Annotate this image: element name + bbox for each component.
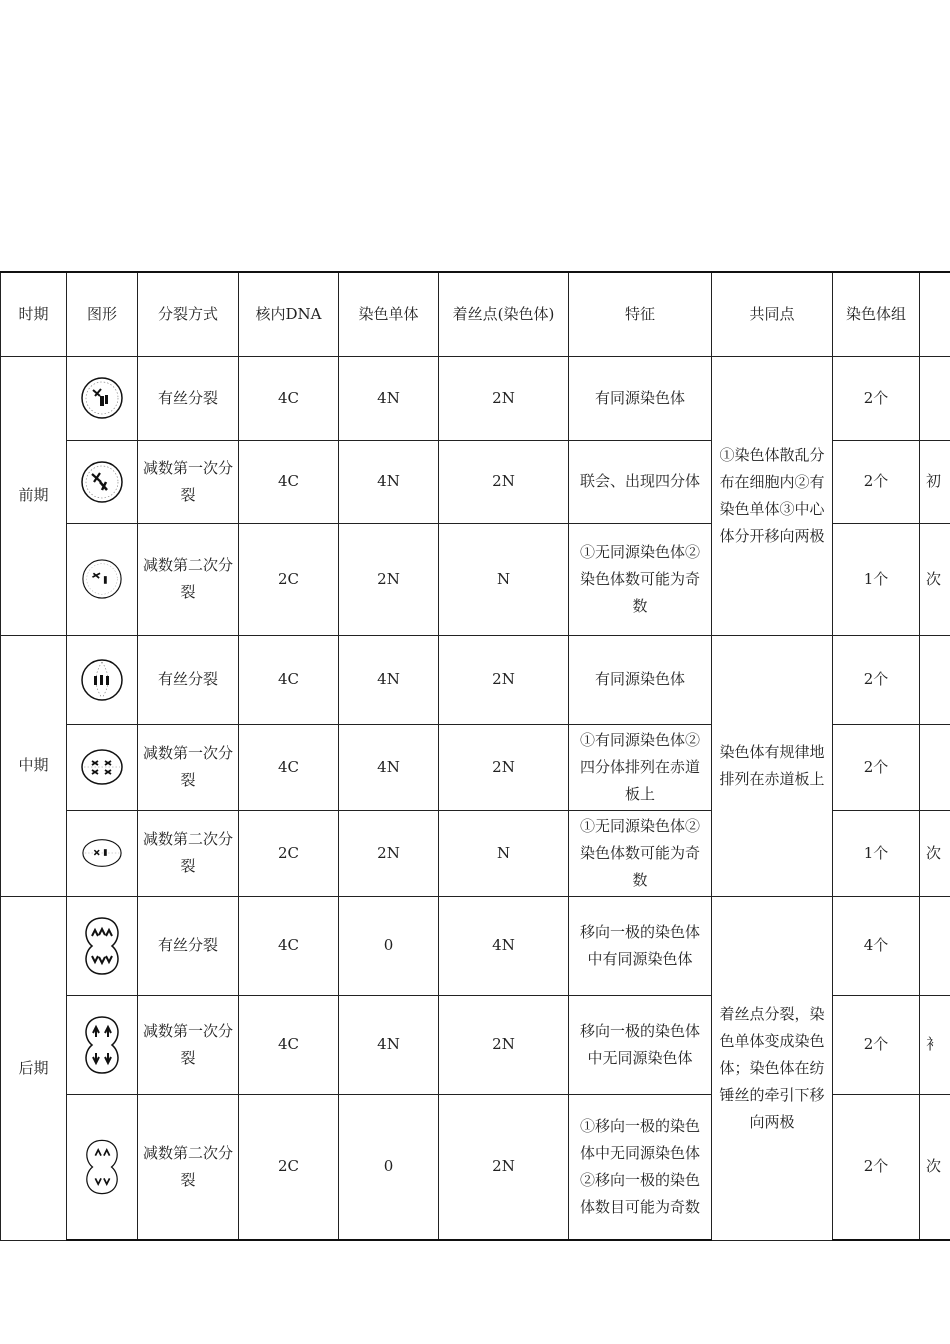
division-mode: 减数第二次分裂 [138, 523, 239, 635]
nuclear-dna: 4C [239, 440, 339, 523]
centromere-count: N [439, 523, 569, 635]
chromatid-count: 0 [339, 1094, 439, 1240]
extra-note: 衤 [920, 995, 950, 1094]
table-row [1, 635, 950, 724]
header-centromere: 着丝点(染色体) [439, 272, 569, 356]
division-mode: 减数第一次分裂 [138, 995, 239, 1094]
centromere-count: 2N [439, 440, 569, 523]
stage-prophase: 前期 [1, 356, 67, 635]
common-prophase: ①染色体散乱分布在细胞内②有染色单体③中心体分开移向两极 [712, 356, 833, 635]
header-common: 共同点 [712, 272, 833, 356]
header-chromosome-sets: 染色体组 [833, 272, 920, 356]
chromatid-count: 0 [339, 896, 439, 995]
figure-cell [67, 724, 138, 810]
nuclear-dna: 4C [239, 724, 339, 810]
nuclear-dna: 4C [239, 356, 339, 440]
header-stage: 时期 [1, 272, 67, 356]
division-mode: 减数第二次分裂 [138, 1094, 239, 1240]
centromere-count: N [439, 810, 569, 896]
header-figure: 图形 [67, 272, 138, 356]
extra-note [920, 635, 950, 724]
cell-anaphase-mitosis-icon [82, 916, 122, 976]
centromere-count: 2N [439, 635, 569, 724]
cell-metaphase-meiosis1-icon [80, 748, 124, 786]
division-mode: 减数第一次分裂 [138, 440, 239, 523]
chromosome-sets: 1个 [833, 810, 920, 896]
division-mode: 有丝分裂 [138, 635, 239, 724]
division-mode: 有丝分裂 [138, 356, 239, 440]
feature: 移向一极的染色体中有同源染色体 [569, 896, 712, 995]
cell-division-table [0, 271, 950, 1241]
extra-note [920, 724, 950, 810]
table-row [1, 896, 950, 995]
extra-note [920, 896, 950, 995]
centromere-count: 2N [439, 356, 569, 440]
feature: 联会、出现四分体 [569, 440, 712, 523]
feature: 有同源染色体 [569, 356, 712, 440]
feature: ①无同源染色体②染色体数可能为奇数 [569, 810, 712, 896]
chromatid-count: 2N [339, 810, 439, 896]
nuclear-dna: 4C [239, 635, 339, 724]
feature: 移向一极的染色体中无同源染色体 [569, 995, 712, 1094]
common-anaphase: 着丝点分裂，染色单体变成染色体；染色体在纺锤丝的牵引下移向两极 [712, 896, 833, 1240]
stage-anaphase: 后期 [1, 896, 67, 1240]
nuclear-dna: 2C [239, 810, 339, 896]
centromere-count: 2N [439, 724, 569, 810]
chromatid-count: 4N [339, 440, 439, 523]
figure-cell [67, 440, 138, 523]
nuclear-dna: 4C [239, 896, 339, 995]
extra-note: 次 [920, 810, 950, 896]
header-feature: 特征 [569, 272, 712, 356]
nuclear-dna: 4C [239, 995, 339, 1094]
feature: 有同源染色体 [569, 635, 712, 724]
centromere-count: 4N [439, 896, 569, 995]
header-nuclear-dna: 核内DNA [239, 272, 339, 356]
stage-metaphase: 中期 [1, 635, 67, 896]
header-chromatid: 染色单体 [339, 272, 439, 356]
chromatid-count: 4N [339, 356, 439, 440]
extra-note: 初 [920, 440, 950, 523]
chromosome-sets: 1个 [833, 523, 920, 635]
centromere-count: 2N [439, 995, 569, 1094]
chromosome-sets: 2个 [833, 440, 920, 523]
feature: ①有同源染色体②四分体排列在赤道板上 [569, 724, 712, 810]
chromosome-sets: 4个 [833, 896, 920, 995]
cell-prophase-meiosis2-icon [81, 558, 123, 600]
header-division-mode: 分裂方式 [138, 272, 239, 356]
figure-cell [67, 995, 138, 1094]
feature: ①移向一极的染色体中无同源染色体②移向一极的染色体数目可能为奇数 [569, 1094, 712, 1240]
nuclear-dna: 2C [239, 523, 339, 635]
figure-cell [67, 810, 138, 896]
chromatid-count: 2N [339, 523, 439, 635]
division-mode: 有丝分裂 [138, 896, 239, 995]
cell-metaphase-mitosis-icon [80, 658, 124, 702]
feature: ①无同源染色体②染色体数可能为奇数 [569, 523, 712, 635]
chromosome-sets: 2个 [833, 1094, 920, 1240]
nuclear-dna: 2C [239, 1094, 339, 1240]
header-extra [920, 272, 950, 356]
chromosome-sets: 2个 [833, 356, 920, 440]
chromatid-count: 4N [339, 995, 439, 1094]
extra-note: 次 [920, 1094, 950, 1240]
figure-cell [67, 523, 138, 635]
chromatid-count: 4N [339, 635, 439, 724]
figure-cell [67, 896, 138, 995]
extra-note [920, 356, 950, 440]
cell-anaphase-meiosis1-icon [82, 1015, 122, 1075]
chromosome-sets: 2个 [833, 635, 920, 724]
chromatid-count: 4N [339, 724, 439, 810]
chromosome-sets: 2个 [833, 995, 920, 1094]
cell-anaphase-meiosis2-icon [83, 1138, 121, 1196]
figure-cell [67, 635, 138, 724]
table-row [1, 356, 950, 440]
cell-prophase-meiosis1-icon [80, 460, 124, 504]
cell-prophase-mitosis-icon [80, 376, 124, 420]
division-mode: 减数第一次分裂 [138, 724, 239, 810]
common-metaphase: 染色体有规律地排列在赤道板上 [712, 635, 833, 896]
division-mode: 减数第二次分裂 [138, 810, 239, 896]
chromosome-sets: 2个 [833, 724, 920, 810]
extra-note: 次 [920, 523, 950, 635]
cell-metaphase-meiosis2-icon [81, 837, 123, 869]
centromere-count: 2N [439, 1094, 569, 1240]
header-row [1, 272, 950, 356]
figure-cell [67, 1094, 138, 1240]
figure-cell [67, 356, 138, 440]
